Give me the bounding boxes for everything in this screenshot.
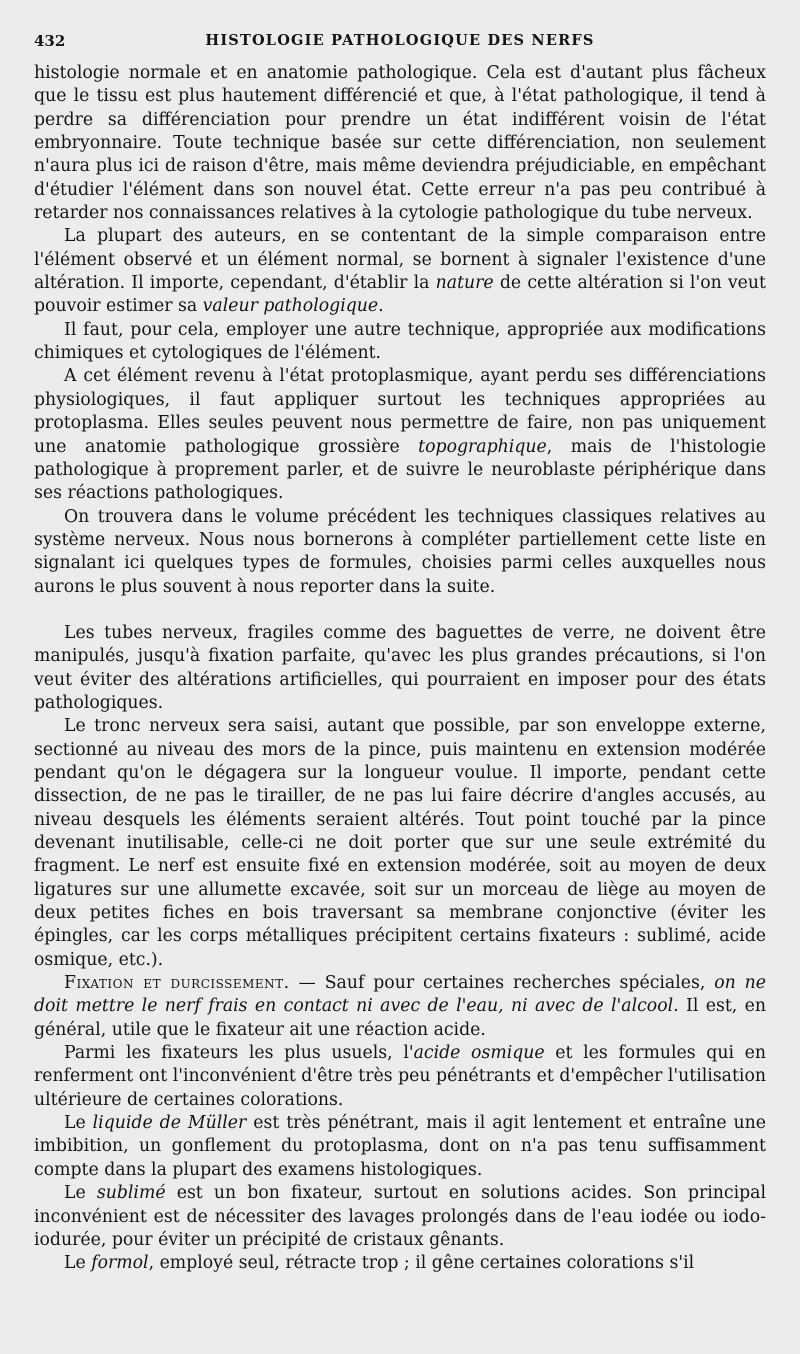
italic-term: sublimé [96,1183,166,1204]
italic-term: acide osmique [413,1043,545,1064]
page-number: 432 [34,32,66,50]
paragraph: histologie normale et en anatomie pathologique. Cela est d'autant plus fâcheux que le tissu est plus hautement différencié et que, à l'état pathologique, il tend à perdre sa différenciation pour prendre un état indifférent voisin de l'état embryonnaire. Toute technique basée sur cette différenciation, non seulement n'aura plus ici de raison d'être, mais même deviendra préjudiciable, en empêchant d'étudier l'élément dans son nouvel état. Cette erreur n'a pas peu contribué à retarder nos connaissances relatives à la cytologie pathologique du tube nerveux. [34,63,766,224]
paragraph: Les tubes nerveux, fragiles comme des baguettes de verre, ne doivent être manipulés, jusqu'à fixation parfaite, qu'avec les plus grandes précautions, si l'on veut éviter des altérations artificielles, qui pourraient en imposer pour des états pathologiques. [34,622,766,713]
paragraph: A cet élément revenu à l'état protoplasmique, ayant perdu ses différenciations physiologiques, il faut appliquer surtout les techniques appropriées au protoplasma. Elles seules peuvent nous permettre de faire, non pas uniquement une anatomie pathologique grossière topographique, mais de l'histologie pathologique à proprement parler, et de suivre le neuroblaste périphérique dans ses réactions pathologiques. [34,366,766,504]
body-text [34,62,766,1276]
paragraph: Le liquide de Müller est très pénétrant, mais il agit lentement et entraîne une imbibition, un gonflement du protoplasma, dont on n'a pas tenu suffisamment compte dans la plupart des examens histologiques. [34,1113,766,1180]
paragraph: Le tronc nerveux sera saisi, autant que possible, par son enveloppe externe, sectionné au niveau des mors de la pince, puis maintenu en extension modérée pendant qu'on le dégagera sur la longueur voulue. Il importe, pendant cette dissection, de ne pas le tirailler, de ne pas lui faire décrire d'angles accusés, au niveau desquels les éléments seraient altérés. Tout point touché par la pince devenant inutilisable, celle-ci ne doit porter que sur une seule extrémité du fragment. Le nerf est ensuite fixé en extension modérée, soit au moyen de deux ligatures sur une allumette excavée, soit sur un morceau de liège au moyen de deux petites fiches en bois traversant sa membrane conjonctive (éviter les épingles, car les corps métalliques précipitent certains fixateurs : sublimé, acide osmique, etc.). [34,716,766,970]
paragraph: On trouvera dans le volume précédent les techniques classiques relatives au système nerveux. Nous nous bornerons à compléter partiellement cette liste en signalant ici quelques types de formules, choisies parmi celles auxquelles nous aurons le plus souvent à nous reporter dans la suite. [34,506,766,597]
running-title: HISTOLOGIE PATHOLOGIQUE DES NERFS [205,32,595,49]
italic-term: formol [91,1253,149,1274]
italic-term: liquide de Müller [92,1113,247,1134]
page-header [34,26,766,62]
paragraph: Il faut, pour cela, employer une autre technique, appropriée aux modifications chimiques et cytologiques de l'élément. [34,319,766,364]
italic-sentence: on ne doit mettre le nerf frais en contact ni avec de l'eau, ni avec de l'alcool. [34,973,766,1017]
section-heading: Fixation et durcissement. [64,973,290,994]
paragraph: La plupart des auteurs, en se contentant de la simple comparaison entre l'élément observé et un élément normal, se bornent à signaler l'existence d'une altération. Il importe, cependant, d'établir la nature de cette altération si l'on veut pouvoir estimer sa valeur pathologique. [34,226,766,317]
italic-term: topographique [418,436,547,457]
paragraph: Le sublimé est un bon fixateur, surtout en solutions acides. Son principal inconvénient est de nécessiter des lavages prolongés dans de l'eau iodée ou iodo-iodurée, pour éviter un précipité de cristaux gênants. [34,1183,766,1250]
section-gap [34,599,766,622]
italic-term: nature [435,273,494,294]
paragraph: Le formol, employé seul, rétracte trop ; il gêne certaines colorations s'il [64,1253,695,1274]
paragraph: Parmi les fixateurs les plus usuels, l'acide osmique et les formules qui en renferment ont l'inconvénient d'être très peu pénétrants et d'empêcher l'utilisation ultérieure de certaines colorations. [34,1043,766,1110]
paragraph: Fixation et durcissement. — Sauf pour certaines recherches spéciales, on ne doit mettre le nerf frais en contact ni avec de l'eau, ni avec de l'alcool. Il est, en général, utile que le fixateur ait une réaction acide. [34,973,766,1040]
italic-term: valeur pathologique [202,296,379,317]
